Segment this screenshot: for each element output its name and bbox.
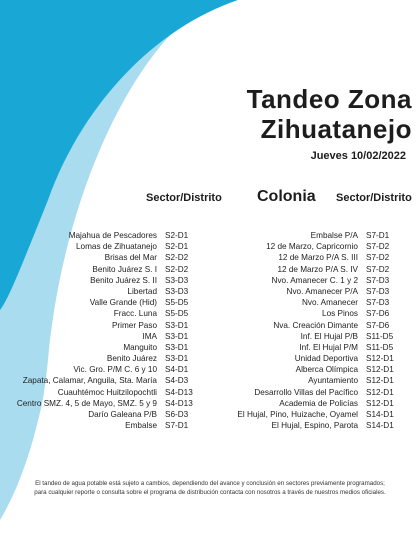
colonia-name: IMA	[142, 331, 157, 341]
list-item	[200, 353, 416, 364]
footer-note: El tandeo de agua potable está sujeto a cambios, dependiendo del avance y conclusión en sectores previamente programados; para cualquier reporte o consulta sobre el programa de distribución contacta con nosotros a través de nuestros medios oficiales.	[34, 480, 386, 496]
colonia-name: Benito Juárez S. II	[90, 275, 157, 285]
list-item	[0, 342, 200, 353]
colonia-name: Benito Juárez	[106, 354, 157, 364]
title-line-2: Zihuatanejo	[260, 114, 412, 144]
colonia-name: Primer Paso	[111, 320, 157, 330]
sector-code: S11-D5	[366, 342, 394, 352]
left-schedule-list	[0, 230, 200, 431]
list-item	[200, 364, 416, 375]
sector-code: S3-D3	[165, 286, 189, 296]
colonia-name: 12 de Marzo P/A S. IV	[277, 264, 358, 274]
sector-code: S7-D2	[366, 253, 390, 263]
sector-code: S3-D3	[165, 275, 189, 285]
colonia-name: Alberca Olímpica	[295, 365, 358, 375]
title-line-1: Tandeo Zona	[246, 84, 412, 114]
colonia-name: Desarrollo Villas del Pacífico	[254, 387, 358, 397]
list-item	[0, 331, 200, 342]
list-item	[200, 286, 416, 297]
list-item	[0, 375, 200, 386]
colonia-header: Colonia	[257, 188, 316, 205]
colonia-name: Brisas del Mar	[104, 253, 157, 263]
colonia-name: Vic. Gro. P/M C. 6 y 10	[73, 365, 157, 375]
list-item	[200, 275, 416, 286]
colonia-name: Majahua de Pescadores	[68, 231, 157, 240]
sector-code: S2-D1	[165, 242, 189, 252]
list-item	[0, 387, 200, 398]
colonia-name: Benito Juárez S. I	[92, 264, 157, 274]
sector-code: S4-D13	[165, 398, 193, 408]
sector-code: S7-D2	[366, 242, 390, 252]
sector-code: S7-D1	[366, 231, 390, 240]
sector-code: S14-D1	[366, 410, 394, 419]
sector-code: S3-D1	[165, 354, 189, 364]
sector-code: S3-D1	[165, 342, 189, 352]
list-item	[200, 398, 416, 409]
list-item	[200, 230, 416, 241]
sector-code: S12-D1	[366, 354, 394, 364]
sector-code: S4-D3	[165, 376, 189, 386]
sector-code: S14-D1	[366, 421, 394, 431]
date-label: Jueves 10/02/2022	[310, 150, 406, 162]
page-title	[247, 84, 412, 144]
list-item	[200, 241, 416, 252]
colonia-name: Inf. El Hujal P/M	[299, 342, 358, 352]
sector-code: S7-D2	[366, 264, 390, 274]
colonia-name: Ayuntamiento	[308, 376, 358, 386]
sector-code: S2-D2	[165, 264, 189, 274]
list-item	[200, 308, 416, 319]
sector-code: S4-D1	[165, 365, 189, 375]
colonia-name: Academia de Policías	[279, 398, 358, 408]
list-item	[200, 387, 416, 398]
colonia-name: Lomas de Zihuatanejo	[75, 242, 157, 252]
colonia-name: Centro SMZ. 4, 5 de Mayo, SMZ. 5 y 9	[16, 398, 157, 408]
list-item	[200, 331, 416, 342]
sector-code: S5-D5	[165, 309, 189, 319]
list-item	[200, 420, 416, 431]
sector-code: S6-D3	[165, 410, 189, 419]
colonia-name: Cuauhtémoc Huitzilopochtli	[57, 387, 157, 397]
list-item	[0, 264, 200, 275]
sector-code: S11-D5	[366, 331, 394, 341]
sector-code: S7-D3	[366, 286, 390, 296]
colonia-name: 12 de Marzo P/A S. III	[278, 253, 358, 263]
colonia-name: Zapata, Calamar, Anguila, Sta. María	[22, 376, 157, 386]
sector-header-left: Sector/Distrito	[146, 192, 222, 204]
sector-code: S3-D1	[165, 320, 189, 330]
sector-code: S12-D1	[366, 387, 394, 397]
colonia-name: Embalse	[125, 421, 157, 431]
list-item	[200, 264, 416, 275]
list-item	[200, 320, 416, 331]
colonia-name: Fracc. Luna	[113, 309, 157, 319]
colonia-name: Los Pinos	[322, 309, 358, 319]
list-item	[200, 342, 416, 353]
list-item	[200, 375, 416, 386]
right-schedule-list	[200, 230, 416, 431]
colonia-name: Nvo. Amanecer P/A	[286, 286, 358, 296]
colonia-name: Embalse P/A	[310, 231, 358, 240]
colonia-name: Nva. Creación Dimante	[273, 320, 358, 330]
list-item	[0, 241, 200, 252]
colonia-name: Libertad	[127, 286, 157, 296]
sector-code: S12-D1	[366, 398, 394, 408]
colonia-name: Valle Grande (Hid)	[89, 298, 157, 308]
sector-code: S2-D2	[165, 253, 189, 263]
colonia-name: Nvo. Amanecer C. 1 y 2	[271, 275, 358, 285]
list-item	[0, 420, 200, 431]
list-item	[0, 252, 200, 263]
sector-code: S4-D13	[165, 387, 193, 397]
colonia-name: El Hujal, Espino, Parota	[271, 421, 358, 431]
sector-code: S7-D3	[366, 298, 390, 308]
colonia-name: Manguito	[123, 342, 157, 352]
list-item	[0, 320, 200, 331]
sector-code: S7-D1	[165, 421, 189, 431]
sector-code: S2-D1	[165, 231, 189, 240]
colonia-name: El Hujal, Pino, Huizache, Oyamel	[237, 410, 358, 419]
list-item	[200, 409, 416, 420]
list-item	[0, 353, 200, 364]
list-item	[0, 409, 200, 420]
list-item	[0, 364, 200, 375]
list-item	[0, 297, 200, 308]
list-item	[0, 398, 200, 409]
list-item	[0, 275, 200, 286]
sector-code: S3-D1	[165, 331, 189, 341]
list-item	[0, 308, 200, 319]
sector-code: S12-D1	[366, 376, 394, 386]
sector-code: S7-D3	[366, 275, 390, 285]
colonia-name: Inf. El Hujal P/B	[300, 331, 358, 341]
sector-code: S5-D5	[165, 298, 189, 308]
sector-header-right: Sector/Distrito	[336, 192, 412, 204]
sector-code: S7-D6	[366, 320, 390, 330]
colonia-name: Unidad Deportiva	[294, 354, 358, 364]
list-item	[200, 252, 416, 263]
list-item	[0, 230, 200, 241]
list-item	[200, 297, 416, 308]
colonia-name: Darío Galeana P/B	[88, 410, 157, 419]
sector-code: S7-D6	[366, 309, 390, 319]
colonia-name: 12 de Marzo, Capricornio	[266, 242, 358, 252]
colonia-name: Nvo. Amanecer	[302, 298, 358, 308]
sector-code: S12-D1	[366, 365, 394, 375]
list-item	[0, 286, 200, 297]
